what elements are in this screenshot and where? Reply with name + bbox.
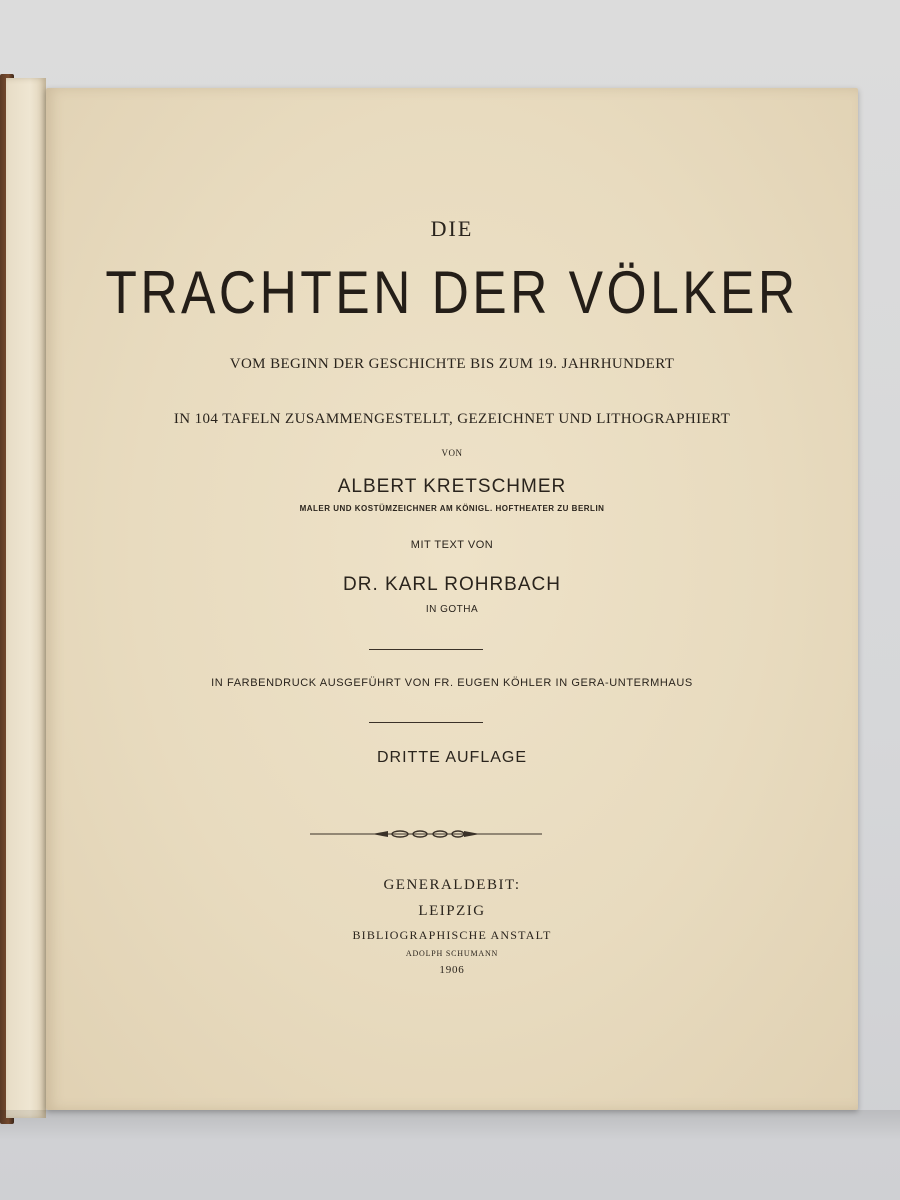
plates-line: IN 104 TAFELN ZUSAMMENGESTELLT, GEZEICHNET UND LITHOGRAPHIERT [173, 411, 731, 427]
divider-rule [369, 649, 483, 650]
title-page [46, 88, 858, 1110]
editor-name: DR. KARL ROHRBACH [343, 574, 561, 595]
main-title: TRACHTEN DER VÖLKER [105, 259, 799, 326]
ornament-divider [310, 826, 542, 842]
publisher-city: LEIPZIG [418, 903, 486, 919]
title-article: DIE [430, 216, 474, 241]
edition-label: DRITTE AUFLAGE [376, 749, 528, 766]
printing-line: IN FARBENDRUCK AUSGEFÜHRT VON FR. EUGEN KÖHLER IN GERA-UNTERMHAUS [211, 677, 693, 689]
publisher-label: GENERALDEBIT: [383, 877, 521, 893]
divider-rule [369, 722, 483, 723]
shadow [0, 1110, 900, 1140]
author-name: ALBERT KRETSCHMER [337, 476, 567, 497]
author-role: MALER UND KOSTÜMZEICHNER AM KÖNIGL. HOFTHEATER ZU BERLIN [299, 504, 605, 513]
text-by-label: MIT TEXT VON [410, 539, 494, 551]
publisher-name: BIBLIOGRAPHISCHE ANSTALT [352, 928, 552, 942]
editor-place: IN GOTHA [425, 604, 479, 615]
subtitle: VOM BEGINN DER GESCHICHTE BIS ZUM 19. JAHRHUNDERT [229, 356, 675, 372]
by-label: VON [441, 448, 463, 458]
publication-year: 1906 [439, 964, 465, 976]
flyleaf-page [6, 78, 46, 1118]
publisher-person: ADOLPH SCHUMANN [405, 949, 499, 958]
